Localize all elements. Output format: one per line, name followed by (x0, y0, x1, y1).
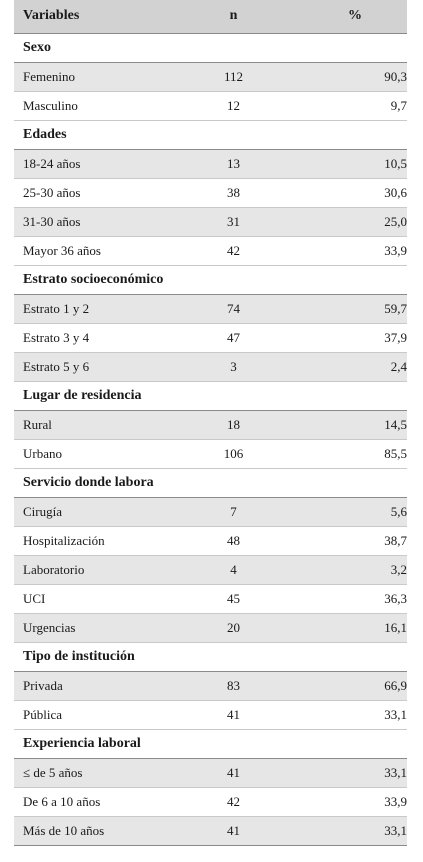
table-row (14, 236, 407, 265)
cell-n: 41 (164, 758, 294, 787)
category-row (14, 642, 407, 671)
category-row (14, 265, 407, 294)
cell-variable: Estrato 5 y 6 (14, 352, 164, 381)
cell-n: 18 (164, 410, 294, 439)
cell-variable: Estrato 3 y 4 (14, 323, 164, 352)
cell-variable: Pública (14, 700, 164, 729)
table-row (14, 410, 407, 439)
table-row (14, 497, 407, 526)
cell-variable: Femenino (14, 62, 164, 91)
table-row (14, 584, 407, 613)
table-row (14, 816, 407, 845)
cell-n: 38 (164, 178, 294, 207)
cell-n: 20 (164, 613, 294, 642)
cell-n: 42 (164, 787, 294, 816)
category-title: Edades (14, 120, 407, 149)
cell-variable: Cirugía (14, 497, 164, 526)
cell-percent: 33,1 (294, 816, 407, 845)
cell-n: 83 (164, 671, 294, 700)
cell-variable: 25-30 años (14, 178, 164, 207)
cell-variable: Privada (14, 671, 164, 700)
category-title: Lugar de residencia (14, 381, 407, 410)
cell-percent: 14,5 (294, 410, 407, 439)
cell-variable: Laboratorio (14, 555, 164, 584)
cell-variable: Masculino (14, 91, 164, 120)
table-row (14, 294, 407, 323)
category-row (14, 381, 407, 410)
category-title: Tipo de institución (14, 642, 407, 671)
table-row (14, 149, 407, 178)
cell-percent: 2,4 (294, 352, 407, 381)
cell-percent: 85,5 (294, 439, 407, 468)
cell-variable: 31-30 años (14, 207, 164, 236)
cell-n: 48 (164, 526, 294, 555)
category-title: Servicio donde labora (14, 468, 407, 497)
table-row (14, 207, 407, 236)
cell-percent: 59,7 (294, 294, 407, 323)
table-row (14, 700, 407, 729)
category-row (14, 468, 407, 497)
header-variables: Variables (23, 8, 80, 24)
category-row (14, 729, 407, 758)
cell-n: 45 (164, 584, 294, 613)
cell-variable: Urbano (14, 439, 164, 468)
cell-percent: 33,1 (294, 700, 407, 729)
cell-variable: Rural (14, 410, 164, 439)
cell-percent: 5,6 (294, 497, 407, 526)
table-row (14, 526, 407, 555)
cell-variable: Hospitalización (14, 526, 164, 555)
category-title: Estrato socioeconómico (14, 265, 407, 294)
cell-n: 41 (164, 700, 294, 729)
table-row (14, 178, 407, 207)
table-header-row (14, 0, 407, 33)
table-row (14, 439, 407, 468)
table-row (14, 352, 407, 381)
header-n: n (229, 8, 238, 24)
cell-variable: ≤ de 5 años (14, 758, 164, 787)
demographics-table (14, 0, 407, 846)
category-title: Experiencia laboral (14, 729, 407, 758)
cell-variable: 18-24 años (14, 149, 164, 178)
cell-percent: 66,9 (294, 671, 407, 700)
header-percent: % (348, 8, 362, 24)
cell-percent: 33,1 (294, 758, 407, 787)
cell-n: 106 (164, 439, 294, 468)
cell-percent: 9,7 (294, 91, 407, 120)
cell-n: 74 (164, 294, 294, 323)
cell-percent: 33,9 (294, 787, 407, 816)
cell-percent: 38,7 (294, 526, 407, 555)
table-row (14, 91, 407, 120)
cell-percent: 3,2 (294, 555, 407, 584)
cell-percent: 25,0 (294, 207, 407, 236)
cell-percent: 10,5 (294, 149, 407, 178)
cell-variable: Mayor 36 años (14, 236, 164, 265)
cell-n: 7 (164, 497, 294, 526)
table-row (14, 787, 407, 816)
cell-n: 4 (164, 555, 294, 584)
cell-n: 12 (164, 91, 294, 120)
table-row (14, 671, 407, 700)
cell-n: 112 (164, 62, 294, 91)
cell-variable: Urgencias (14, 613, 164, 642)
cell-percent: 16,1 (294, 613, 407, 642)
category-row (14, 120, 407, 149)
cell-percent: 90,3 (294, 62, 407, 91)
cell-n: 42 (164, 236, 294, 265)
table-row (14, 323, 407, 352)
cell-variable: De 6 a 10 años (14, 787, 164, 816)
cell-n: 13 (164, 149, 294, 178)
table-row (14, 555, 407, 584)
cell-percent: 37,9 (294, 323, 407, 352)
cell-variable: UCI (14, 584, 164, 613)
cell-n: 31 (164, 207, 294, 236)
cell-variable: Estrato 1 y 2 (14, 294, 164, 323)
table-row (14, 62, 407, 91)
cell-percent: 33,9 (294, 236, 407, 265)
cell-n: 41 (164, 816, 294, 845)
table-row (14, 758, 407, 787)
category-row (14, 33, 407, 62)
cell-percent: 36,3 (294, 584, 407, 613)
cell-percent: 30,6 (294, 178, 407, 207)
cell-n: 3 (164, 352, 294, 381)
category-title: Sexo (14, 33, 407, 62)
table-row (14, 613, 407, 642)
cell-n: 47 (164, 323, 294, 352)
cell-variable: Más de 10 años (14, 816, 164, 845)
